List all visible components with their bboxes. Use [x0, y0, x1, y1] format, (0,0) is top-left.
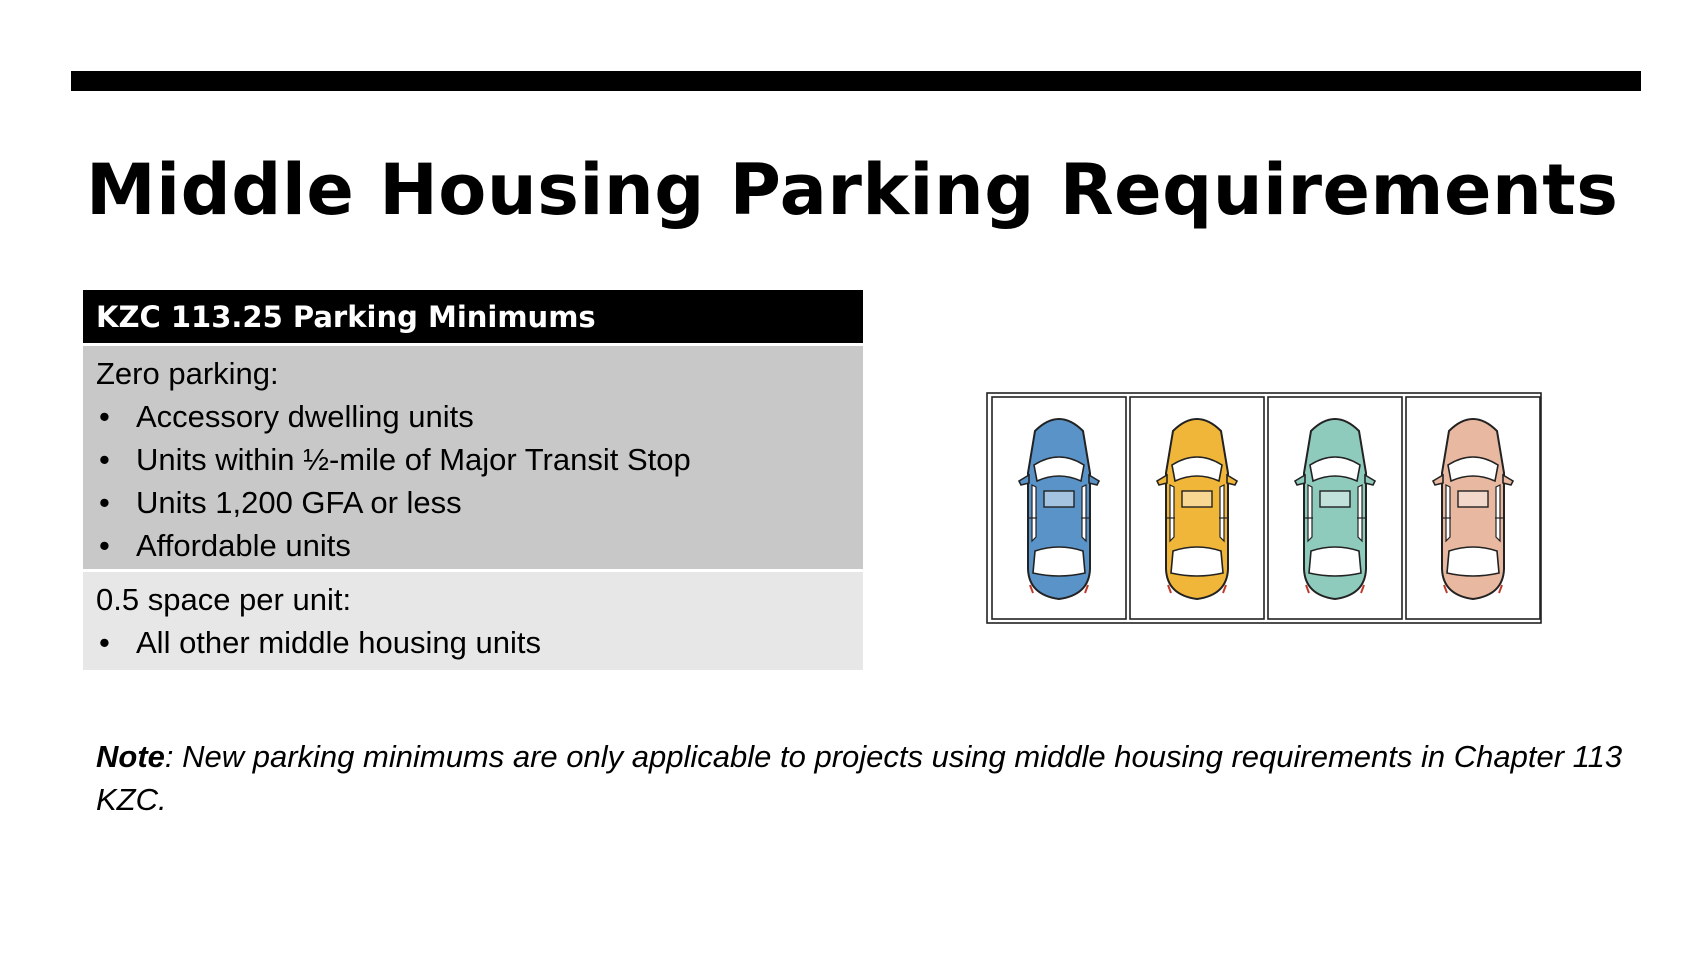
note-label: Note [96, 739, 165, 774]
list-item [96, 395, 850, 438]
list-item [96, 621, 850, 664]
list-item-text: Affordable units [136, 528, 351, 563]
bullet-icon: • [99, 399, 110, 434]
table-row-zero-parking [83, 343, 863, 569]
table-header: KZC 113.25 Parking Minimums [83, 290, 863, 343]
top-divider-bar [71, 71, 1641, 91]
row-heading: Zero parking: [96, 356, 279, 391]
bullet-list [96, 395, 850, 567]
bullet-icon: • [99, 528, 110, 563]
table-row-half-space [83, 569, 863, 670]
list-item [96, 438, 850, 481]
bullet-icon: • [99, 442, 110, 477]
bullet-icon: • [99, 485, 110, 520]
list-item-text: Accessory dwelling units [136, 399, 474, 434]
page-title: Middle Housing Parking Requirements [86, 149, 1619, 231]
note-text: : New parking minimums are only applicable to projects using middle housing requirements in Chapter 113 KZC. [96, 739, 1623, 817]
bullet-icon: • [99, 625, 110, 660]
list-item-text: All other middle housing units [136, 625, 541, 660]
list-item [96, 481, 850, 524]
note-paragraph [96, 735, 1656, 821]
list-item-text: Units 1,200 GFA or less [136, 485, 462, 520]
parking-minimums-table [83, 290, 863, 670]
list-item [96, 524, 850, 567]
list-item-text: Units within ½-mile of Major Transit Stop [136, 442, 691, 477]
row-heading: 0.5 space per unit: [96, 582, 352, 617]
bullet-list [96, 621, 850, 664]
parking-lot-cars-icon [986, 392, 1542, 624]
